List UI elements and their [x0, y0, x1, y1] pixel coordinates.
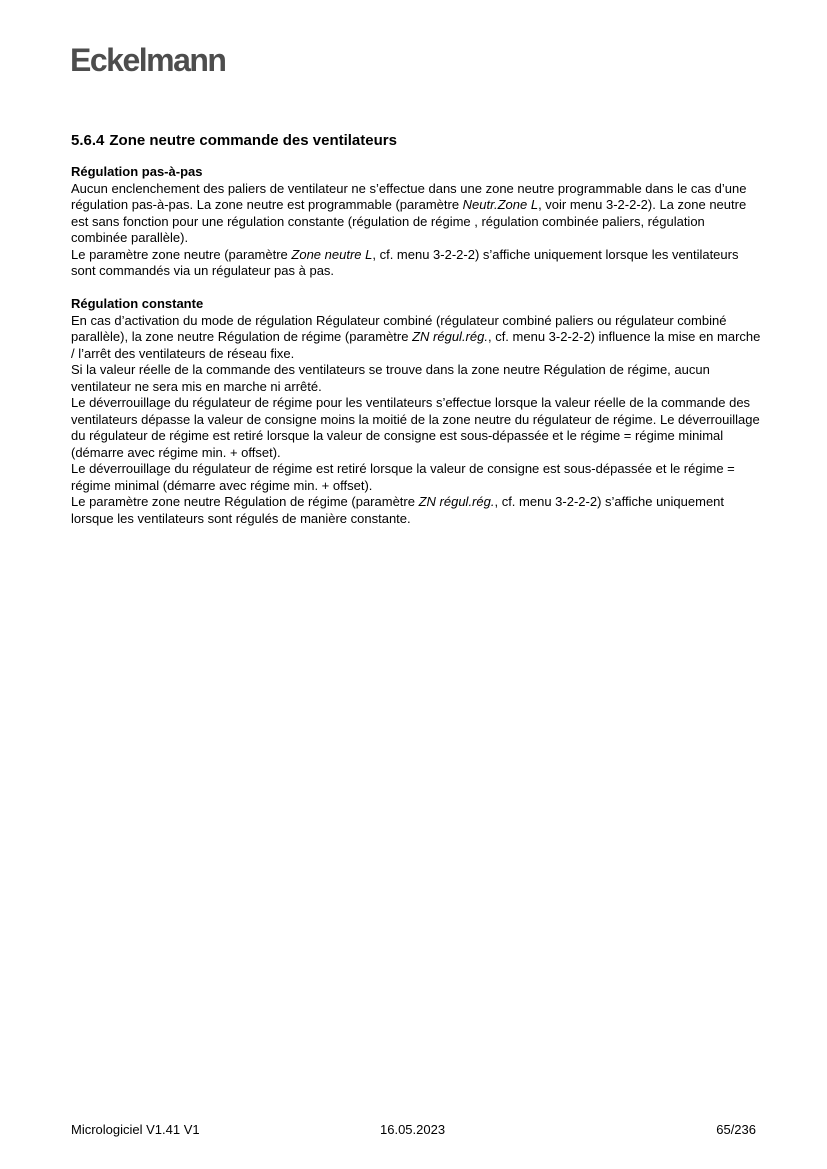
paragraph [71, 362, 761, 395]
paragraph [71, 395, 761, 461]
text-run: , voir menu 3-2-2-2). La zone neutre est sans fonction pour une régulation constante (régulation de régime , régulation combinée paliers, régulation combinée parallèle). [71, 197, 747, 245]
parameter-name: ZN régul.rég. [418, 494, 495, 509]
text-run: Le déverrouillage du régulateur de régime est retiré lorsque la valeur de consigne est sous-dépassée et le régime = régime minimal (démarre avec régime min. + offset). [71, 461, 735, 493]
text-run: Si la valeur réelle de la commande des ventilateurs se trouve dans la zone neutre Régulation de régime, aucun ventilateur ne sera mis en marche ni arrêté. [71, 362, 710, 394]
page-content [71, 131, 761, 544]
text-run: , cf. menu 3-2-2-2) s’affiche uniquement lorsque les ventilateurs sont régulés de manière constante. [71, 494, 725, 526]
text-run: Le déverrouillage du régulateur de régime pour les ventilateurs s’effectue lorsque la valeur réelle de la commande des ventilateurs dépasse la valeur de consigne moins la moitié de la zone neutre du régulateur de régime. Le déverrouillage du régulateur de régime est retiré lorsque la valeur de consigne est sous-dépassée et le régime = régime minimal (démarre avec régime min. + offset). [71, 395, 760, 460]
footer-page-number: 65/236 [716, 1122, 756, 1137]
content-block [71, 164, 761, 280]
text-run: En cas d’activation du mode de régulation Régulateur combiné (régulateur combiné paliers ou régulateur combiné parallèle), la zone neutre Régulation de régime (paramètre [71, 312, 727, 344]
footer-firmware-version: Micrologiciel V1.41 V1 [71, 1122, 200, 1137]
text-run: Le paramètre zone neutre (paramètre [71, 246, 292, 262]
text-run: Le paramètre zone neutre Régulation de régime (paramètre [71, 494, 419, 509]
content-block [71, 296, 761, 527]
paragraph [71, 461, 761, 494]
paragraph [71, 313, 761, 363]
section-title: Zone neutre commande des ventilateurs [109, 132, 397, 149]
parameter-name: ZN régul.rég. [412, 329, 488, 344]
paragraph [71, 181, 761, 247]
paragraph [71, 494, 761, 527]
footer-date: 16.05.2023 [380, 1122, 446, 1137]
company-logo: Eckelmann [70, 42, 226, 78]
section-heading [71, 131, 761, 151]
text-run: , cf. menu 3-2-2-2) influence la mise en marche / l’arrêt des ventilateurs de réseau fixe. [71, 329, 761, 361]
subsection-title: Régulation pas-à-pas [71, 164, 203, 179]
section-body [71, 164, 761, 527]
parameter-name: Zone neutre L [291, 246, 373, 262]
paragraph [71, 247, 761, 280]
parameter-name: Neutr.Zone L [462, 197, 539, 212]
text-run: Aucun enclenchement des paliers de ventilateur ne s’effectue dans une zone neutre programmable dans le cas d’une régulation pas-à-pas. La zone neutre est programmable (paramètre [71, 180, 747, 212]
text-run: , cf. menu 3-2-2-2) s’affiche uniquement lorsque les ventilateurs sont commandés via un régulateur pas à pas. [71, 246, 739, 278]
section-number: 5.6.4 [71, 132, 105, 149]
subsection-title: Régulation constante [71, 296, 204, 311]
